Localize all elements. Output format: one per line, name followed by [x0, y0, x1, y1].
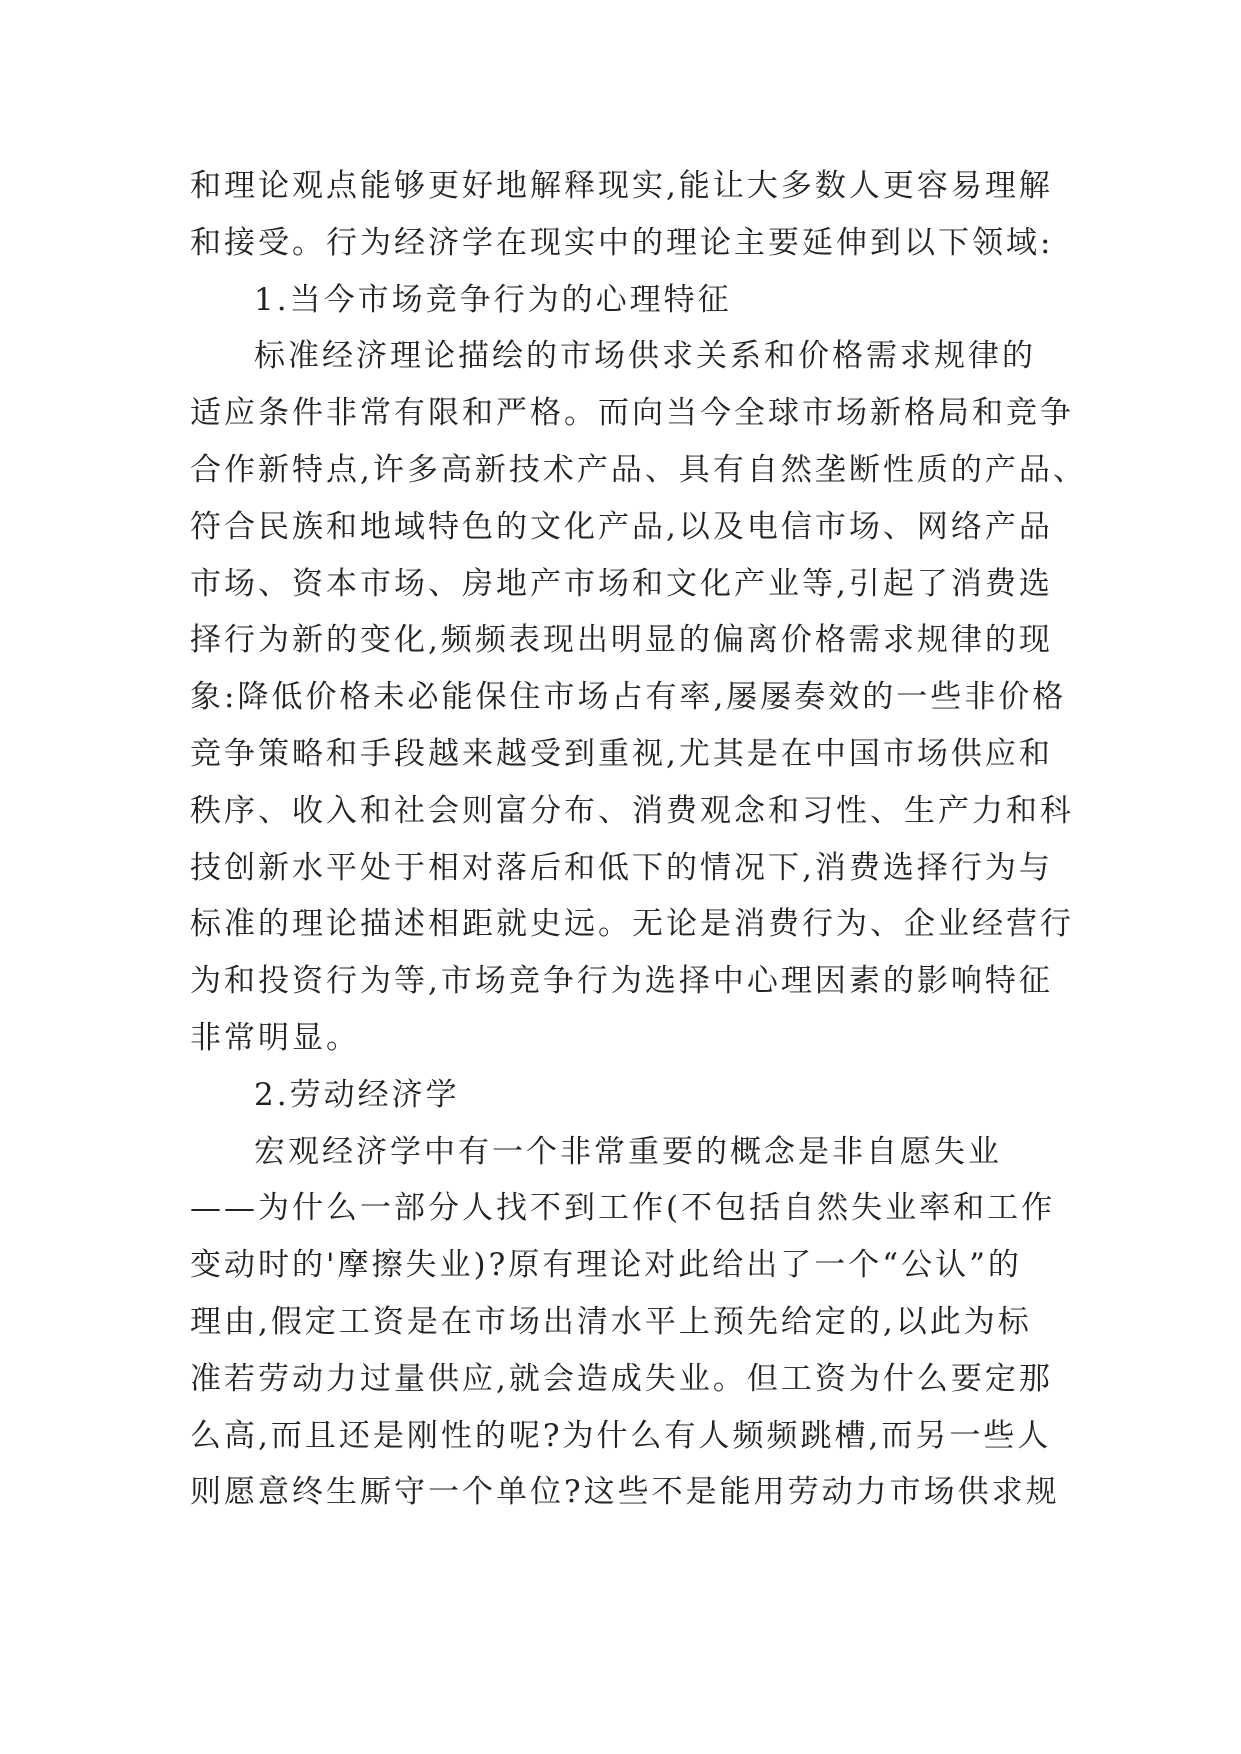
- text-line: 象:降低价格未必能保住市场占有率,屡屡奏效的一些非价格: [190, 679, 1067, 716]
- section-heading: 2.劳动经济学: [254, 1076, 460, 1113]
- text-line: 技创新水平处于相对落后和低下的情况下,消费选择行为与: [190, 849, 1053, 886]
- text-line: 为和投资行为等,市场竞争行为选择中心理因素的影响特征: [190, 963, 1053, 1000]
- text-line: 秩序、收入和社会则富分布、消费观念和习性、生产力和科: [190, 792, 1074, 829]
- text-line: 非常明显。: [190, 1019, 360, 1056]
- section-heading: 1.当今市场竞争行为的心理特征: [254, 281, 732, 318]
- text-line: 适应条件非常有限和严格。而向当今全球市场新格局和竞争: [190, 395, 1074, 432]
- text-line: 和接受。行为经济学在现实中的理论主要延伸到以下领域:: [190, 224, 1054, 261]
- text-line: 则愿意终生厮守一个单位?这些不是能用劳动力市场供求规: [190, 1474, 1060, 1511]
- text-line: 变动时的'摩擦失业)?原有理论对此给出了一个“公认”的: [190, 1247, 1022, 1284]
- text-line: 市场、资本市场、房地产市场和文化产业等,引起了消费选: [190, 565, 1053, 602]
- text-line: 择行为新的变化,频频表现出明显的偏离价格需求规律的现: [190, 622, 1053, 659]
- text-line: 标准经济理论描绘的市场供求关系和价格需求规律的: [254, 338, 1036, 375]
- text-line: 理由,假定工资是在市场出清水平上预先给定的,以此为标: [190, 1303, 1032, 1340]
- body-text: [190, 158, 1087, 1521]
- text-line: 竞争策略和手段越来越受到重视,尤其是在中国市场供应和: [190, 735, 1053, 772]
- text-line: 标准的理论描述相距就史远。无论是消费行为、企业经营行: [190, 906, 1074, 943]
- text-line: 符合民族和地域特色的文化产品,以及电信市场、网络产品: [190, 508, 1053, 545]
- text-line: 宏观经济学中有一个非常重要的概念是非自愿失业: [254, 1133, 1002, 1170]
- text-line: 和理论观点能够更好地解释现实,能让大多数人更容易理解: [190, 168, 1053, 204]
- text-line: 合作新特点,许多高新技术产品、具有自然垄断性质的产品、: [190, 451, 1087, 488]
- text-line: 么高,而且还是刚性的呢?为什么有人频频跳槽,而另一些人: [190, 1417, 1052, 1454]
- text-line: ——为什么一部分人找不到工作(不包括自然失业率和工作: [190, 1190, 1056, 1227]
- text-line: 准若劳动力过量供应,就会造成失业。但工资为什么要定那: [190, 1360, 1053, 1397]
